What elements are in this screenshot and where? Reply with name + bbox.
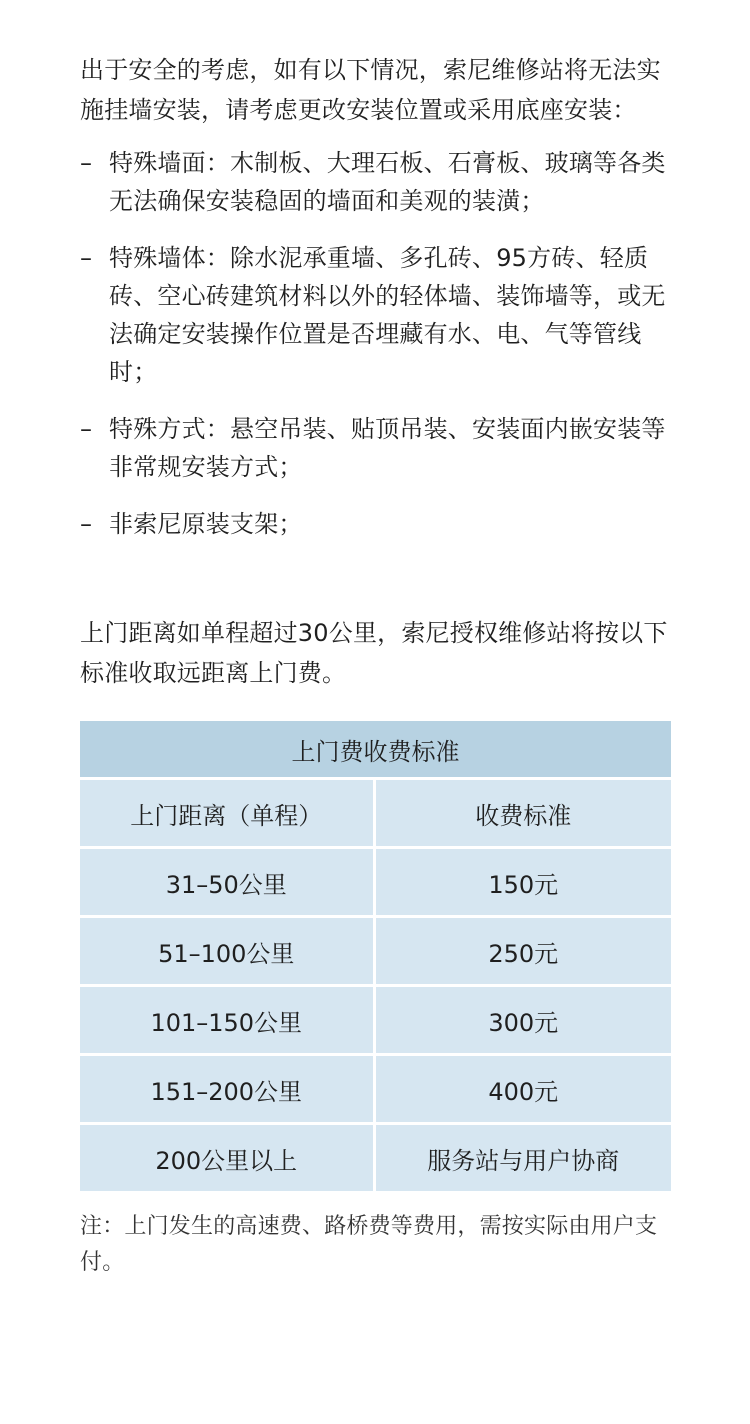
fee-cell: 服务站与用户协商 (376, 1125, 672, 1191)
table-row (80, 987, 671, 1056)
bullet-dash: – (80, 415, 93, 443)
column-header-fee: 收费标准 (376, 780, 672, 849)
distance-cell: 101–150公里 (80, 987, 376, 1056)
distance-paragraph: 上门距离如单程超过30公里，索尼授权维修站将按以下标准收取远距离上门费。 (80, 619, 668, 687)
list-item-text: 非索尼原装支架； (109, 510, 303, 538)
fee-cell: 250元 (376, 918, 672, 987)
table-row (80, 1056, 671, 1125)
footnote: 注：上门发生的高速费、路桥费等费用，需按实际由用户支付。 (80, 1214, 658, 1275)
table-header-row (80, 780, 671, 849)
fee-cell: 400元 (376, 1056, 672, 1125)
intro-paragraph: 出于安全的考虑，如有以下情况，索尼维修站将无法实施挂墙安装，请考虑更改安装位置或采用底座安装： (80, 56, 661, 124)
condition-list (80, 144, 672, 543)
fee-cell: 150元 (376, 849, 672, 918)
column-header-distance: 上门距离（单程） (80, 780, 376, 849)
list-item (80, 144, 672, 220)
table-title: 上门费收费标准 (80, 721, 671, 780)
content (80, 50, 672, 1303)
table-title-row (80, 721, 671, 780)
fee-cell: 300元 (376, 987, 672, 1056)
bullet-dash: – (80, 244, 93, 272)
bullet-dash: – (80, 510, 93, 538)
list-item-text: 特殊方式：悬空吊装、贴顶吊装、安装面内嵌安装等非常规安装方式； (109, 415, 666, 481)
distance-cell: 200公里以上 (80, 1125, 376, 1191)
table-row (80, 918, 671, 987)
bullet-dash: – (80, 149, 93, 177)
distance-cell: 31–50公里 (80, 849, 376, 918)
list-item (80, 505, 672, 543)
list-item-text: 特殊墙体：除水泥承重墙、多孔砖、95方砖、轻质砖、空心砖建筑材料以外的轻体墙、装饰墙等，或无法确定安装操作位置是否埋藏有水、电、气等管线时； (109, 244, 666, 386)
table-row (80, 849, 671, 918)
distance-cell: 51–100公里 (80, 918, 376, 987)
list-item (80, 239, 672, 391)
list-item (80, 410, 672, 486)
list-item-text: 特殊墙面：木制板、大理石板、石膏板、玻璃等各类无法确保安装稳固的墙面和美观的装潢； (109, 149, 666, 215)
table-row (80, 1125, 671, 1191)
fee-table (80, 721, 671, 1191)
distance-cell: 151–200公里 (80, 1056, 376, 1125)
